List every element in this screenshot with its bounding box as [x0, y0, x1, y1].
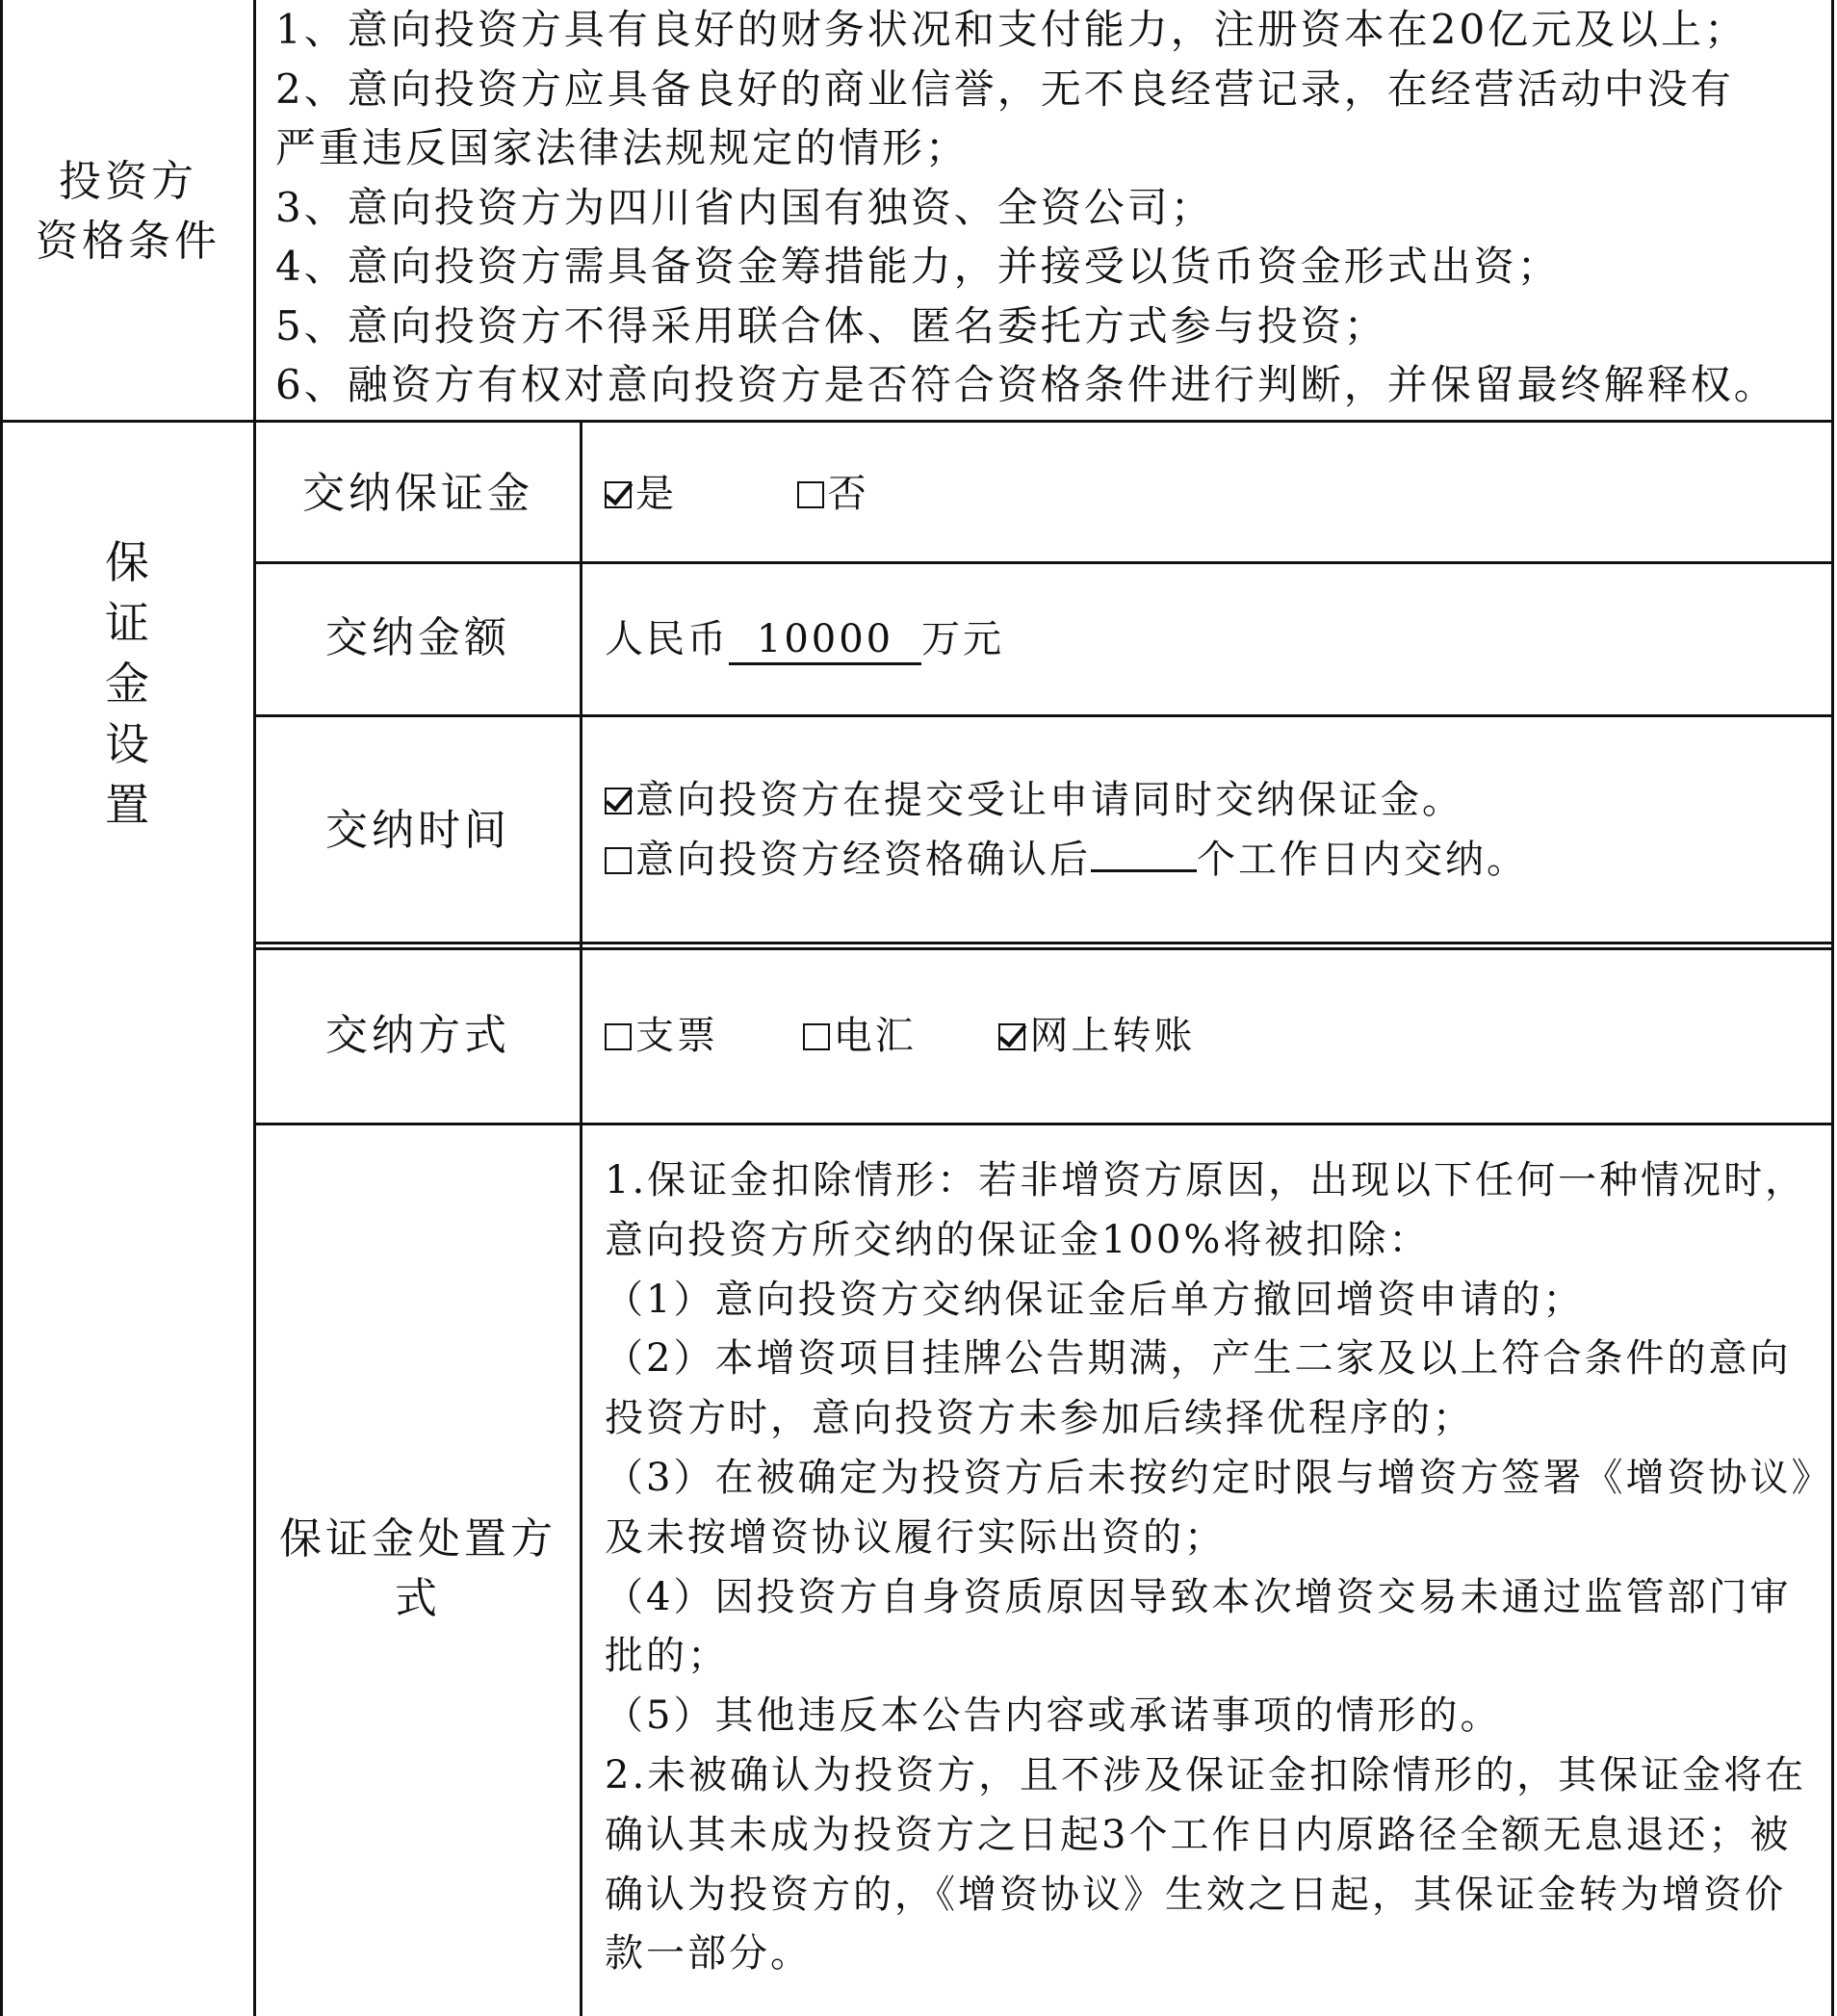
method-wire[interactable]: 电汇 — [803, 1006, 917, 1066]
disposal-line: 意向投资方所交纳的保证金100%将被扣除： — [605, 1217, 1431, 1262]
qualification-line: 2、意向投资方应具备良好的商业信誉，无不良经营记录，在经营活动中没有 — [275, 65, 1734, 113]
disposal-line: 批的； — [605, 1634, 729, 1679]
disposal-line: （5）其他违反本公告内容或承诺事项的情形的。 — [605, 1693, 1502, 1739]
disposal-label: 保证金处置方 式 — [279, 1514, 556, 1623]
method-cheque[interactable]: 支票 — [605, 1006, 718, 1066]
time-label: 交纳时间 — [325, 806, 510, 855]
pay-deposit-options — [605, 464, 972, 524]
checkbox-icon[interactable] — [797, 481, 824, 508]
checkbox-checked-icon[interactable] — [605, 788, 632, 814]
checkbox-icon[interactable] — [803, 1023, 830, 1050]
row-divider-4 — [253, 1123, 1834, 1125]
amount-value-row: 人民币 10000 万元 — [605, 612, 1004, 666]
row-divider-1 — [253, 561, 1834, 564]
qualification-line: 6、融资方有权对意向投资方是否符合资格条件进行判断，并保留最终解释权。 — [275, 361, 1777, 408]
qualification-line: 4、意向投资方需具备资金筹措能力，并接受以货币资金形式出资； — [275, 243, 1561, 290]
time-options — [605, 770, 1528, 890]
method-label: 交纳方式 — [325, 1011, 510, 1060]
qualification-line: 5、意向投资方不得采用联合体、匿名委托方式参与投资； — [275, 301, 1387, 349]
qualification-line: 严重违反国家法律法规规定的情形； — [275, 124, 970, 171]
disposal-line: 确认其未成为投资方之日起3个工作日内原路径全额无息退还；被 — [605, 1812, 1792, 1857]
row-divider-2 — [253, 714, 1834, 717]
disposal-line: 及未按增资协议履行实际出资的； — [605, 1514, 1226, 1560]
disposal-line: 款一部分。 — [605, 1931, 812, 1977]
deposit-section-label: 保 证 金 设 置 — [105, 536, 149, 831]
disposal-line: （3）在被确定为投资方后未按约定时限与增资方签署《增资协议》 — [605, 1455, 1833, 1500]
pay-deposit-label: 交纳保证金 — [302, 469, 533, 518]
time-option-1[interactable]: 意向投资方在提交受让申请同时交纳保证金。 — [605, 770, 1528, 830]
qualification-label: 投资方 资格条件 — [36, 157, 220, 266]
checkbox-checked-icon[interactable] — [998, 1023, 1025, 1050]
checkbox-icon[interactable] — [605, 1023, 632, 1050]
col-divider-2 — [580, 422, 582, 2016]
row-divider-qualification — [0, 420, 1834, 423]
checkbox-checked-icon[interactable] — [605, 481, 632, 508]
qualification-line: 1、意向投资方具有良好的财务状况和支付能力，注册资本在20亿元及以上； — [275, 6, 1748, 53]
disposal-line: 2.未被确认为投资方，且不涉及保证金扣除情形的，其保证金将在 — [605, 1752, 1807, 1797]
disposal-line: （2）本增资项目挂牌公告期满，产生二家及以上符合条件的意向 — [605, 1336, 1792, 1382]
pay-deposit-yes[interactable]: 是 — [605, 464, 674, 524]
amount-value: 10000 — [729, 616, 921, 665]
table-border-left — [0, 0, 3, 2016]
row-divider-3b — [253, 947, 1834, 950]
workdays-blank[interactable] — [1091, 869, 1197, 872]
disposal-line: 投资方时，意向投资方未参加后续择优程序的； — [605, 1396, 1474, 1441]
checkbox-icon[interactable] — [605, 847, 632, 874]
disposal-line: 确认为投资方的，《增资协议》生效之日起，其保证金转为增资价 — [605, 1872, 1786, 1917]
row-divider-3 — [253, 942, 1834, 944]
qualification-conditions — [275, 0, 1777, 415]
disposal-text — [605, 1151, 1832, 1984]
method-options — [605, 1006, 1301, 1066]
disposal-line: （1）意向投资方交纳保证金后单方撤回增资申请的； — [605, 1277, 1585, 1322]
disposal-line: （4）因投资方自身资质原因导致本次增资交易未通过监管部门审 — [605, 1574, 1792, 1619]
amount-label: 交纳金额 — [325, 613, 510, 662]
method-online[interactable]: 网上转账 — [998, 1006, 1195, 1066]
disposal-line: 1.保证金扣除情形：若非增资方原因，出现以下任何一种情况时， — [605, 1158, 1807, 1202]
pay-deposit-no[interactable]: 否 — [797, 464, 867, 524]
time-option-2[interactable]: 意向投资方经资格确认后 个工作日内交纳。 — [605, 830, 1528, 890]
qualification-line: 3、意向投资方为四川省内国有独资、全资公司； — [275, 183, 1214, 231]
